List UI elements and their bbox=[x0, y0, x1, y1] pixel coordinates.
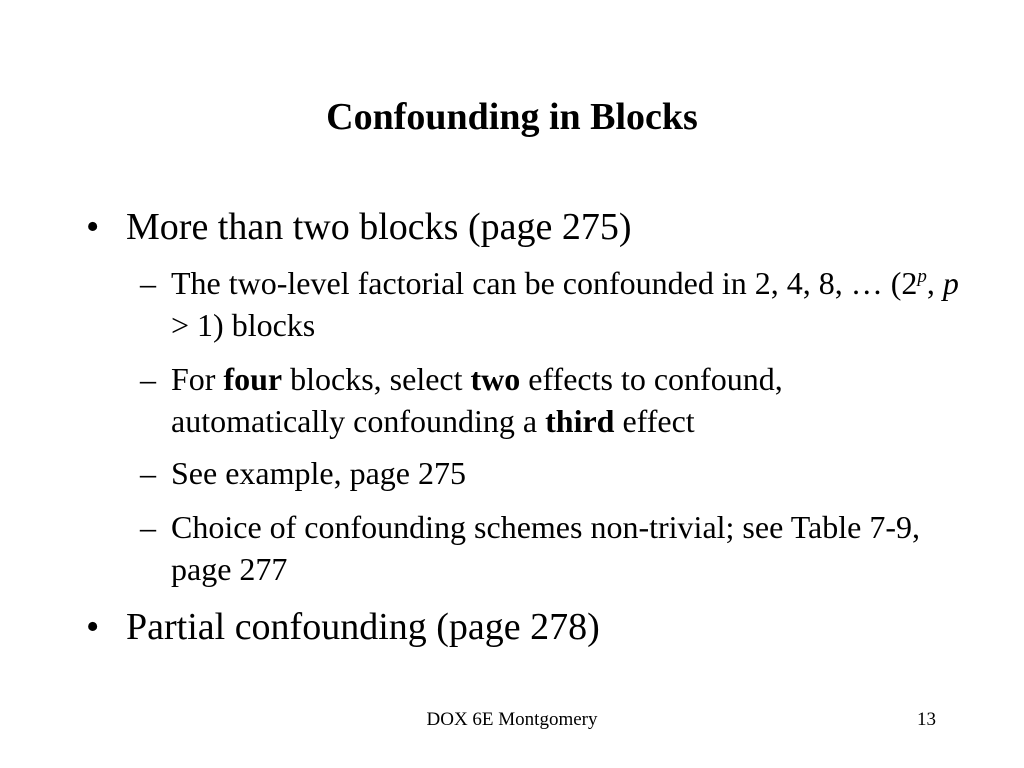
subbullet-item bbox=[140, 452, 960, 494]
subbullet-item bbox=[140, 506, 960, 590]
page-number: 13 bbox=[917, 709, 936, 730]
text-run: For bbox=[171, 361, 224, 397]
subbullet-item bbox=[140, 262, 960, 346]
bold-text: two bbox=[470, 361, 521, 397]
text-run: effect bbox=[614, 403, 695, 439]
bold-text: four bbox=[223, 361, 283, 397]
bold-text: third bbox=[545, 403, 615, 439]
text-run: effects to confound, automatically confounding a bbox=[171, 361, 783, 439]
math-variable: p bbox=[942, 265, 959, 301]
superscript-text: p bbox=[917, 266, 927, 287]
footer-text: DOX 6E Montgomery bbox=[426, 709, 598, 730]
subbullet-item bbox=[140, 358, 960, 442]
bullet-text: Partial confounding (page 278) bbox=[126, 606, 600, 648]
text-run: > 1) blocks bbox=[171, 307, 316, 343]
text-run: The two-level factorial can be confounded in 2, 4, 8, … (2 bbox=[171, 265, 918, 301]
dash-icon: – bbox=[140, 361, 156, 397]
bullet-item bbox=[86, 604, 966, 650]
subbullet-text bbox=[171, 262, 960, 346]
bullet-dot-icon: • bbox=[86, 206, 100, 248]
bullet-dot-icon: • bbox=[86, 606, 100, 648]
bullet-item bbox=[86, 204, 966, 250]
subbullet-text: Choice of confounding schemes non-trivial; see Table 7-9, page 277 bbox=[171, 509, 920, 587]
subbullet-text bbox=[171, 358, 960, 442]
bullet-text: More than two blocks (page 275) bbox=[126, 206, 632, 248]
dash-icon: – bbox=[140, 509, 156, 545]
dash-icon: – bbox=[140, 455, 156, 491]
dash-icon: – bbox=[140, 265, 156, 301]
text-run: , bbox=[926, 265, 943, 301]
text-run: blocks, select bbox=[282, 361, 471, 397]
slide-title: Confounding in Blocks bbox=[326, 96, 698, 138]
subbullet-text: See example, page 275 bbox=[171, 455, 466, 491]
